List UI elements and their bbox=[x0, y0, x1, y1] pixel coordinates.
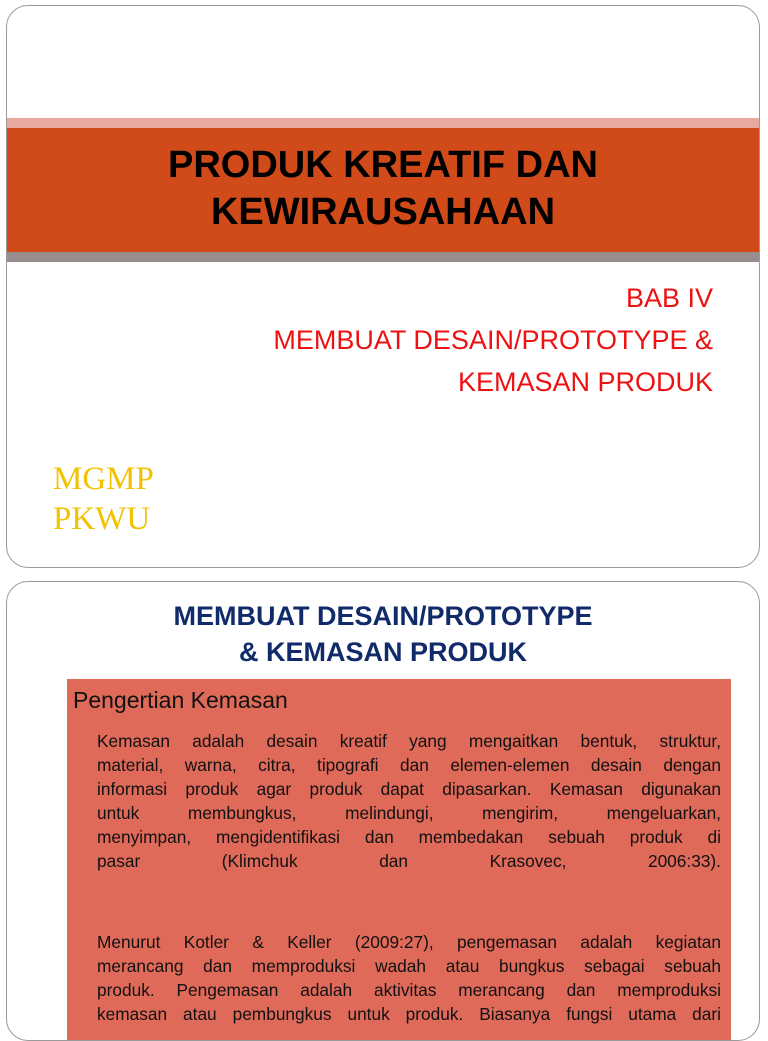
paragraph-line: produk. Pengemasan adalah aktivitas merancang dan memproduksi bbox=[97, 980, 721, 1000]
paragraph-line: kemasan atau pembungkus untuk produk. Biasanya fungsi utama dari bbox=[97, 1004, 721, 1024]
paragraph-line: merancang dan memproduksi wadah atau bungkus sebagai sebuah bbox=[97, 956, 721, 976]
paragraph-line: untuk membungkus, melindungi, mengirim, mengeluarkan, bbox=[97, 803, 721, 823]
paragraph-line: menyimpan, mengidentifikasi dan membedakan sebuah produk di bbox=[97, 827, 721, 847]
organization-line: MGMP bbox=[53, 461, 154, 497]
paragraph-line: Menurut Kotler & Keller (2009:27), pengemasan adalah kegiatan bbox=[97, 932, 721, 952]
paragraph-line: Kemasan adalah desain kreatif yang mengaitkan bentuk, struktur, bbox=[97, 731, 721, 751]
content-slide bbox=[6, 581, 760, 1041]
slide-title bbox=[7, 598, 759, 670]
content-box bbox=[67, 679, 731, 1041]
main-title-line: PRODUK KREATIF DAN bbox=[168, 144, 598, 186]
banner-top-strip bbox=[7, 118, 759, 128]
banner-bottom-strip bbox=[7, 252, 759, 262]
chapter-subtitle bbox=[273, 277, 713, 403]
chapter-title-line: MEMBUAT DESAIN/PROTOTYPE & bbox=[273, 325, 713, 355]
section-heading: Pengertian Kemasan bbox=[73, 687, 288, 713]
paragraph-line: pasar (Klimchuk dan Krasovec, 2006:33). bbox=[97, 851, 721, 871]
chapter-title-line: KEMASAN PRODUK bbox=[457, 367, 713, 397]
paragraph-kotler-keller bbox=[97, 930, 721, 1026]
main-title-line: KEWIRAUSAHAAN bbox=[210, 191, 556, 233]
paragraph-line: informasi produk agar produk dapat dipasarkan. Kemasan digunakan bbox=[97, 779, 721, 799]
organization-line: PKWU bbox=[53, 501, 151, 537]
organization-label bbox=[53, 459, 154, 539]
paragraph-definition bbox=[97, 729, 721, 873]
chapter-label: BAB IV bbox=[625, 283, 713, 313]
slide-title-line: & KEMASAN PRODUK bbox=[238, 637, 527, 667]
main-title bbox=[7, 142, 759, 236]
paragraph-line: material, warna, citra, tipografi dan elemen-elemen desain dengan bbox=[97, 755, 721, 775]
slide-title-line: MEMBUAT DESAIN/PROTOTYPE bbox=[173, 601, 593, 631]
title-slide bbox=[6, 5, 760, 568]
